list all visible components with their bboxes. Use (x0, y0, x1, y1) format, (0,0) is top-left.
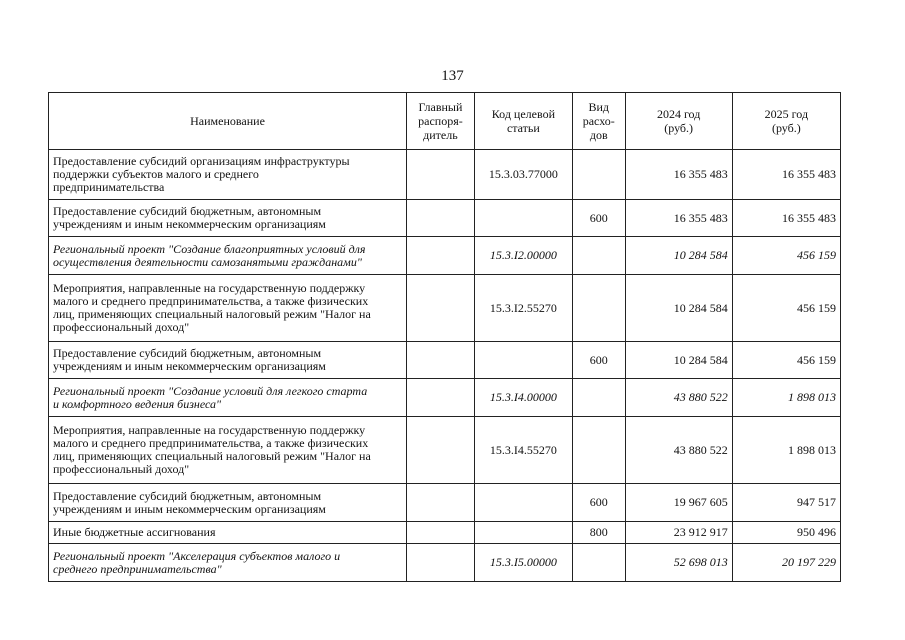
name-line: малого и среднего предпринимательства, а также физических (53, 294, 369, 308)
header-admin-line: дитель (423, 128, 458, 142)
table-row (49, 544, 841, 582)
cell-vid: 600 (572, 484, 625, 522)
name-line: предпринимательства (53, 180, 165, 194)
cell-vid (572, 417, 625, 484)
header-admin-line: Главный (418, 100, 463, 114)
name-line: учреждениям и иным некоммерческим организациям (53, 501, 326, 516)
cell-2025: 456 159 (732, 237, 840, 275)
cell-code: 15.3.I4.55270 (474, 417, 572, 484)
table-row (49, 417, 841, 484)
name-line: Предоставление субсидий организациям инфраструктуры (53, 154, 350, 168)
cell-admin (407, 237, 475, 275)
cell-code: 15.3.I4.00000 (474, 379, 572, 417)
cell-vid (572, 544, 625, 582)
cell-2024: 43 880 522 (625, 417, 732, 484)
name-line: среднего предпринимательства" (53, 561, 222, 576)
cell-admin (407, 275, 475, 342)
name-line: Предоставление субсидий бюджетным, автономным (53, 204, 322, 218)
cell-name (49, 417, 407, 484)
header-vid-line: Вид (588, 100, 609, 114)
cell-admin (407, 544, 475, 582)
name-line: Региональный проект "Создание благоприятных условий для (53, 241, 366, 256)
cell-code (474, 200, 572, 237)
cell-name (49, 544, 407, 582)
table-row (49, 150, 841, 200)
name-line: лиц, применяющих специальный налоговый режим "Налог на (53, 307, 371, 321)
cell-2025: 16 355 483 (732, 150, 840, 200)
cell-code: 15.3.03.77000 (474, 150, 572, 200)
name-line: профессиональный доход" (53, 320, 190, 334)
cell-vid: 600 (572, 200, 625, 237)
header-2024 (625, 93, 732, 150)
header-name: Наименование (49, 93, 407, 150)
cell-2025: 20 197 229 (732, 544, 840, 582)
cell-2024: 43 880 522 (625, 379, 732, 417)
name-line: Мероприятия, направленные на государственную поддержку (53, 423, 366, 437)
name-line: осуществления деятельности самозанятыми гражданами" (53, 254, 362, 269)
cell-2024: 52 698 013 (625, 544, 732, 582)
name-line: малого и среднего предпринимательства, а также физических (53, 436, 369, 450)
page-number: 137 (441, 68, 464, 84)
header-2024-line: (руб.) (664, 121, 694, 135)
budget-table (48, 92, 841, 582)
header-vid-line: дов (589, 128, 608, 142)
cell-2024: 16 355 483 (625, 200, 732, 237)
header-2024-line: 2024 год (656, 107, 701, 121)
table-row (49, 522, 841, 544)
name-line: Региональный проект "Создание условий для легкого старта (53, 383, 368, 398)
header-2025-line: (руб.) (771, 121, 801, 135)
cell-2024: 23 912 917 (625, 522, 732, 544)
name-line: Региональный проект "Акселерация субъектов малого и (53, 548, 341, 563)
table-body (49, 150, 841, 582)
name-line: Мероприятия, направленные на государственную поддержку (53, 281, 366, 295)
cell-2025: 947 517 (732, 484, 840, 522)
cell-name (49, 522, 407, 544)
cell-admin (407, 522, 475, 544)
cell-vid (572, 379, 625, 417)
cell-name (49, 484, 407, 522)
cell-2025: 1 898 013 (732, 417, 840, 484)
cell-2024: 10 284 584 (625, 275, 732, 342)
cell-admin (407, 342, 475, 379)
name-line: Предоставление субсидий бюджетным, автономным (53, 488, 322, 503)
cell-2024: 19 967 605 (625, 484, 732, 522)
cell-code (474, 342, 572, 379)
table-row (49, 484, 841, 522)
cell-admin (407, 150, 475, 200)
cell-2025: 456 159 (732, 275, 840, 342)
name-line: учреждениям и иным некоммерческим организациям (53, 217, 326, 231)
cell-name (49, 275, 407, 342)
cell-name (49, 150, 407, 200)
table-row (49, 200, 841, 237)
cell-2025: 1 898 013 (732, 379, 840, 417)
name-line: и комфортного ведения бизнеса" (53, 396, 222, 411)
cell-2025: 950 496 (732, 522, 840, 544)
header-code-line: Код целевой (491, 107, 555, 121)
name-line: Иные бюджетные ассигнования (53, 525, 216, 539)
name-line: учреждениям и иным некоммерческим организациям (53, 359, 326, 373)
header-vid-line: расхо- (582, 114, 615, 128)
table-row (49, 342, 841, 379)
cell-name (49, 379, 407, 417)
cell-vid: 600 (572, 342, 625, 379)
cell-admin (407, 379, 475, 417)
cell-code: 15.3.I2.00000 (474, 237, 572, 275)
name-line: Предоставление субсидий бюджетным, автономным (53, 346, 322, 360)
name-line: лиц, применяющих специальный налоговый режим "Налог на (53, 449, 371, 463)
cell-2024: 16 355 483 (625, 150, 732, 200)
name-line: профессиональный доход" (53, 462, 190, 476)
cell-vid (572, 275, 625, 342)
cell-vid: 800 (572, 522, 625, 544)
cell-name (49, 237, 407, 275)
header-admin (407, 93, 475, 150)
cell-admin (407, 484, 475, 522)
cell-code (474, 484, 572, 522)
cell-admin (407, 417, 475, 484)
header-code (474, 93, 572, 150)
cell-code: 15.3.I2.55270 (474, 275, 572, 342)
cell-name (49, 342, 407, 379)
cell-vid (572, 237, 625, 275)
table-row (49, 379, 841, 417)
header-code-line: статьи (506, 121, 540, 135)
table-row (49, 237, 841, 275)
table-row (49, 275, 841, 342)
cell-2025: 456 159 (732, 342, 840, 379)
cell-2024: 10 284 584 (625, 237, 732, 275)
name-line: поддержки субъектов малого и среднего (53, 167, 259, 181)
cell-admin (407, 200, 475, 237)
header-2025 (732, 93, 840, 150)
header-2025-line: 2025 год (764, 107, 809, 121)
cell-code (474, 522, 572, 544)
header-vid (572, 93, 625, 150)
cell-vid (572, 150, 625, 200)
cell-2024: 10 284 584 (625, 342, 732, 379)
header-row (49, 93, 841, 150)
cell-2025: 16 355 483 (732, 200, 840, 237)
cell-name (49, 200, 407, 237)
cell-code: 15.3.I5.00000 (474, 544, 572, 582)
header-admin-line: распоря- (418, 114, 463, 128)
